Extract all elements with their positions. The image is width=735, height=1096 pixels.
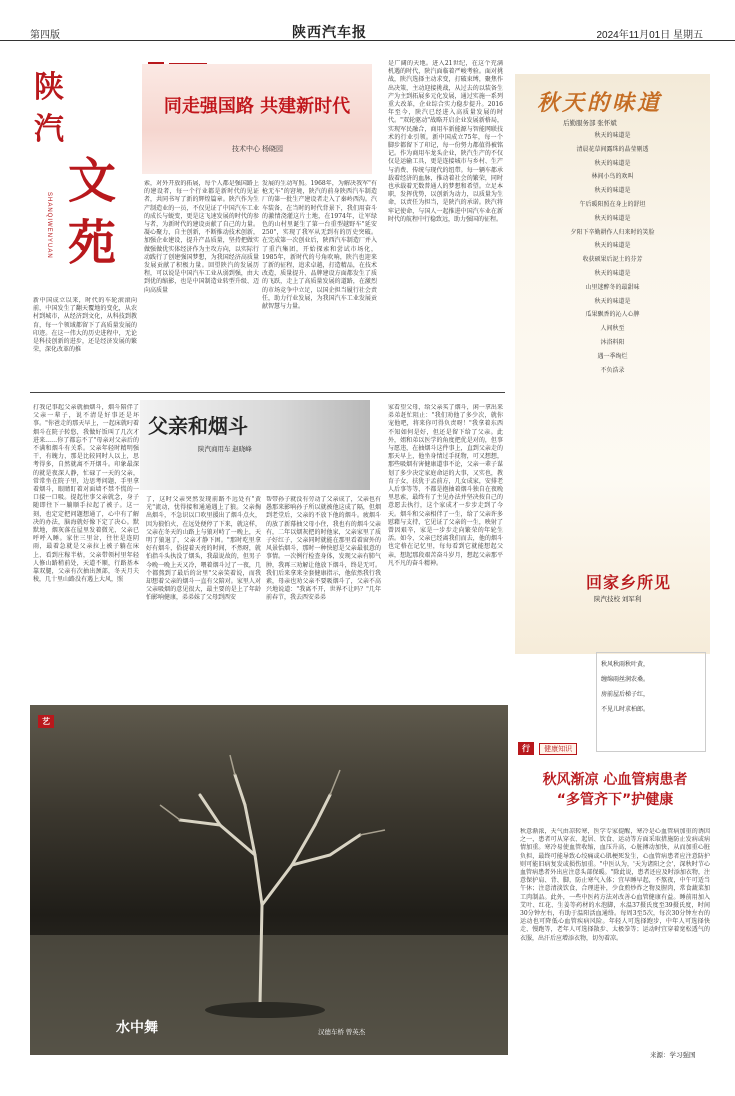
article1-title: 同走强国路 共建新时代 (163, 96, 351, 117)
poem-line: 山里迷醉冬的最甜味 (585, 283, 640, 291)
health-tags (518, 736, 577, 755)
poem-line: 房前屋后梯子红， (601, 691, 650, 698)
poem-line: 秋天的味道是 (594, 269, 631, 277)
poem-line: 秋天的味道是 (594, 242, 631, 250)
article1-col4: 是广阔的天地。进入21世纪，在这个充满机遇的时代，陕汽面临着严峻考验。面对挑战，陕汽选择主动求变，打破束缚，聚焦作出决策，主动迎接挑战，从过去的以装备生产为主到拓展多元化发展，通过实施一系列重大改革，企业综合实力稳步提升。2016年至今，陕汽已经进入高质量发展的时代。"双轮驱动"战略开启企业发展新格局，实现军民融合，商用车新能源与智能网联技术的行业引领。新中国成立75年，每一个脚步都留下了印记，每一份努力都值得被铭记。作为商用车龙头企业，陕汽生产的不仅仅是运输工具，更是连接城市与乡村、生产与消费、传统与现代的纽带。每一辆车都承载着经济的血脉，推动着社会的繁荣，同时也承载着无数普通人的梦想和希望。立足本职，发挥优势，以创新为动力，以质量为生命，以责任为担当，是陕汽的承诺。陕汽将牢记使命，与国人一起推进中国汽车业在新时代的航程中行稳致远，助力强国的征程。 (388, 60, 503, 223)
poem-line: 瓜果飘香的沁人心脾 (585, 311, 640, 319)
poem-line: 沐浴料阳 (600, 338, 625, 346)
poem-line: 不见儿时求柏郎。 (601, 706, 650, 713)
poem-line: 午后暖阳照在身上的舒坦 (579, 200, 646, 208)
article1-col1: 新中国成立以来，时代的车轮滚滚向前，中国发生了翻天覆地的变化，从农村到城市，从经济到文化，从科技到教育，每一个领域都留下了高质量发展的印迹。在这一伟大的历史进程中，无论是科技创新的进步，还是经济发展的繁荣，深化改革的推 (33, 297, 137, 354)
article2-title: 父亲和烟斗 (148, 414, 248, 438)
article2-author: 陕汽商用车 赵晓峰 (198, 446, 252, 453)
photo-caption: 水中舞 (116, 1020, 158, 1036)
health-title-line1: 秋风渐凉 心血管病患者 (542, 772, 688, 788)
poem-line: 夕阳下辛勤耕作人归来时的笑脸 (570, 228, 655, 236)
poem-line: 收获硕果后泥土的芬芳 (582, 256, 643, 264)
photo-water-dance (30, 705, 508, 1055)
newspaper-name: 陕西汽车报 (292, 25, 367, 41)
poem1-author: 后勤服务部 张怀斌 (563, 120, 617, 127)
column-title-char-3: 文 (68, 153, 117, 209)
page-header (0, 0, 735, 41)
poem2-title: 回家乡所见 (586, 573, 672, 592)
article1-author: 技术中心 杨晓园 (232, 146, 283, 153)
poem-line: 林间小鸟的欢叫 (591, 173, 634, 181)
column-title-pinyin: SHANQIWENYUAN (46, 192, 52, 259)
poem-line: 不负浩录 (600, 366, 625, 374)
health-title-line2: “多管齐下”护健康 (556, 792, 674, 808)
poem2-author: 陕汽技校 刘军利 (594, 596, 642, 603)
poem-line: 秋天的味道是 (594, 187, 631, 195)
article1-col2: 索，对外开放的拓展，每个人都是强国路上的建设者，每一个行业都是新时代的见证者，共同书写了新的辉煌篇章。陕汽作为生产制造业的一员，不仅见证了中国汽车工业的成长与蜕变，更是这飞速发展的时代的参与者，为新时代的建设贡献了自己的力量。凝心聚力，自主创新，不断推动技术创新，加强企业建设，提升产品质量，坚持把做实做强做优实体经济作为主攻方向，以实际行动践行了创建强国梦想，为我国经济高质量发展贡献了积极力量。回望陕汽的发展历程，可以说是中国汽车工业从弱到强，由大到优的缩影，也是中国制造业转型升级、迈向高质量 (144, 180, 259, 294)
poem-line: 人间秋至 (600, 325, 625, 333)
article1-banner (142, 64, 372, 174)
tree-illustration (30, 705, 508, 1055)
poem-line: 缠绵雨丝润农桑。 (601, 676, 650, 683)
poem-line: 秋天的味道是 (594, 159, 631, 167)
poem1-title: 秋天的味道 (537, 90, 663, 116)
health-section: 健康知识 (539, 743, 577, 755)
divider (30, 392, 505, 393)
poem2-box (596, 652, 706, 752)
column-title-char-2: 汽 (34, 112, 64, 147)
photo-author: 汉德车桥 曾英杰 (318, 1029, 366, 1036)
poem-line: 秋天的味道是 (594, 297, 631, 305)
article2-col1: 打我记事起父亲就抽烟斗，烟斗陪伴了父亲一辈子，说不清是好事还是坏事。"你爸走的那天早上，一起床就叼着烟斗在院子转悠，我做好饭叫了几次才进来……你了都忘不了"母亲对父亲后的不满和烟斗有关系。父亲年轻时精明强干，有魄力，那是比较同时人以上，思考得多，自然就离不开烟斗。印象最深的就是夜深人静，忙碌了一天的父亲，常常坐在院子里，边思考问题，手里拿着烟斗，眼睛盯着对面墙不禁不慌的一口接一口吸。提起往事父亲就念，身子随即往下一躺顺手拉起了被子。这一刻，也定定把问题想通了，心中有了解决的办法，脑海就好像下定了决心。默默地，烟灰落在屋里发着微光，父亲已呼呼入睡。家住三里岔，往往是连阴雨，最着急就是父亲拉上被子躺在床上，看到庄稼半枯，父亲带领村里年轻人修山路稍前处，天道不顺，行路基本靠双腿，父亲有次抽出颈部，冬天月夫稜，几十里山路没有遇上大风，照 (33, 404, 139, 584)
photo-tag: 艺 (38, 715, 54, 728)
column-title-char-1: 陕 (34, 70, 64, 105)
poem2-header (522, 560, 708, 660)
issue-date: 2024年11月01日 星期五 (596, 30, 703, 41)
column-title (32, 62, 132, 292)
article1-col3: 发展的生动写照。1968年，为解决我军"有枪无车"的窘境，陕汽的前身陕西汽车制造厂的第一批生产建设者走入了秦岭西沟。汽车装备，在当时的时代背景下，我们用奋斗的激情浇灌这片土地，在1974年，让军绿色的山村里诞生了第一台重型越野车"延安250"，实现了我军从无到有的历史突破。在完成第一次创业后，陕西汽车制造厂并入了重汽集团，开始探索和尝试市场化，1985年，新时代的号角吹响，陕汽也迎来了新的征程，追求卓越，打造精品，在技术改造，质量提升、品牌建设方面都发生了质的飞跃，走上了高质量发展的道路，在激烈的市场竞争中立足，以国企担当履行社会责任，助力行业发展，为我国汽车工业发展贡献智慧与力量。 (262, 180, 377, 311)
poem-line: 秋风秋雨秋叶黄， (601, 661, 650, 668)
article2-col4: 家看望父母，给父亲买了烟斗，闲一拿出来弟弟赶忙阻止："我们劝他了多少次，就你宠他吧，将来你可得负责呀！"我拿着东西不知如何是好，但还是留下给了父亲。此外，姐和弟以医学的角度把优是对的，但事与愿违，在抽烟斗这件事上，直到父亲走的那天早上，他坐身情过手抚物，可又想想，那些吸烟有害健康道事不论，父亲一辈子谋划了多少决定家庭命运的大事，又实也，教育子女，扶犹于孟前方，几女成家，安排老人后事等等，不都是抱抽着烟斗独自在夜晚里思索，最终有了主见办法并坚决按自己的意愿去执行，这个家成才一步步走到了今天。烟斗和父亲相伴了一生，给了父亲许多慰藉与支持，它见证了父亲的一生，映射了曾因艰辛，家是一步步走向繁荣的年轮生活。如今，父亲已经离我们而去，他的烟斗也定格在记忆里，每每看到它就能想起父亲，想起那段艰苦奋斗岁月，想起父亲那平凡不凡的奋斗精神。 (388, 404, 503, 567)
health-body: 秋意渐浓，天气由凉转寒，医学专家提醒，寒冷是心血管病加重的诱因之一，患者可从穿衣、起居、饮食、运动等方面采取措施防止发病或病情加重。寒冷易使血管收缩，血压升高，心脏搏动加快，从而加重心脏负担，最终可能导致心绞痛或心肌梗死发生，心血管病患者应注意防护则可能旧病复发或损伤加重。"中医认为，'天为诸阳之会'，深秋时节心血管病患者外出应注意头部保暖。"除此说，患者还应及时添加衣物，注意保护肩、背、脚，防止寒气入体；宜早睡早起，不熬夜，中午可适当午休；注意清淡饮食，合理进补，少食煎炒炸之物及腥肉，常食蔬菜加工肉制品。此外，一些中医药方法对改善心血管健康有益。睡前用加入艾叶、红花、生姜等药材的水泡脚，水温37摄氏度至39摄氏度，时间30分钟左右，有助于温阳活血通络。每周3至5次，每次30分钟左右的运动也可降低心血管疾病风险。年轻人可选择跑步，中年人可选择快走、慢跑等，老年人可选择散步、太极拳等；运动时宜穿着宽松透气的衣服，出汗后应增添衣物，切勿着凉。 (520, 828, 710, 942)
poem-line: 秋天的味道是 (594, 132, 631, 139)
photo-tag-wrap (38, 709, 54, 728)
health-tag: 行 (518, 742, 534, 755)
column-title-char-4: 苑 (68, 215, 117, 271)
poem-line: 秋天的味道是 (594, 214, 631, 222)
health-title (520, 770, 710, 810)
article2-col3: 帮带孙子就没有劳动了父亲成了，父亲也有愚那来影响孙子所以就被他这成了隔，但烟到老堂后，父亲的不放下他的烟斗。疲烟斗的放了新幕抽父母小住，我也有的烟斗父亲有，二年以烟灰把的时他家，父亲家里了质子好红子，父亲同时就能在那里看着窗外的风景怡烟斗，那时一种快慰是父亲最很意的事情。一次例行检查身体，发现父亲有肺气肿，我再三劝解让他放下烟斗，终是无可。我们后来拿来全套健康指示，他依然我行我素，母亲也劝父亲不要吸烟斗了，父亲不高兴地说道："我离不开，世界不让吗？"几年前春节，我去西安弟弟 (266, 496, 381, 602)
article2-banner (140, 400, 370, 490)
poem-line: 清晨花草间露珠的晶莹剔透 (576, 145, 649, 153)
article2-col2: 了，这时父亲突然发现前路不远处有"黄光"流动，忧得接和通通遇上了狼。父亲掏出烟斗，不急识以口吹里援出了烟斗点火，因为狼怕火，在远处便停了下来，就这样，父亲在冬天的山路上与狼对峙了一晚上，天明了狼退了，父亲才静下困。"那时吃里拿好有烟斗，俗提着天亮的时间，不然呀，就怕指斗头执没了烟头，我最说故的，但男子今晚一晚上天又冷，喂着烟斗过了一夜，几个都熬到了最后的岔里"父亲笑着说，而我却想着父亲的烟斗一直有父陪对。家里人对父亲吸烟的意见很大，最主要的是上了年龄怕影响健康，弟弟妹了父母到西安 (146, 496, 261, 602)
page-number: 第四版 (30, 30, 60, 41)
poem-line: 遇一季绚烂 (597, 352, 628, 360)
poem1-lines (515, 129, 710, 377)
health-source: 来源：学习强国 (650, 1052, 696, 1059)
